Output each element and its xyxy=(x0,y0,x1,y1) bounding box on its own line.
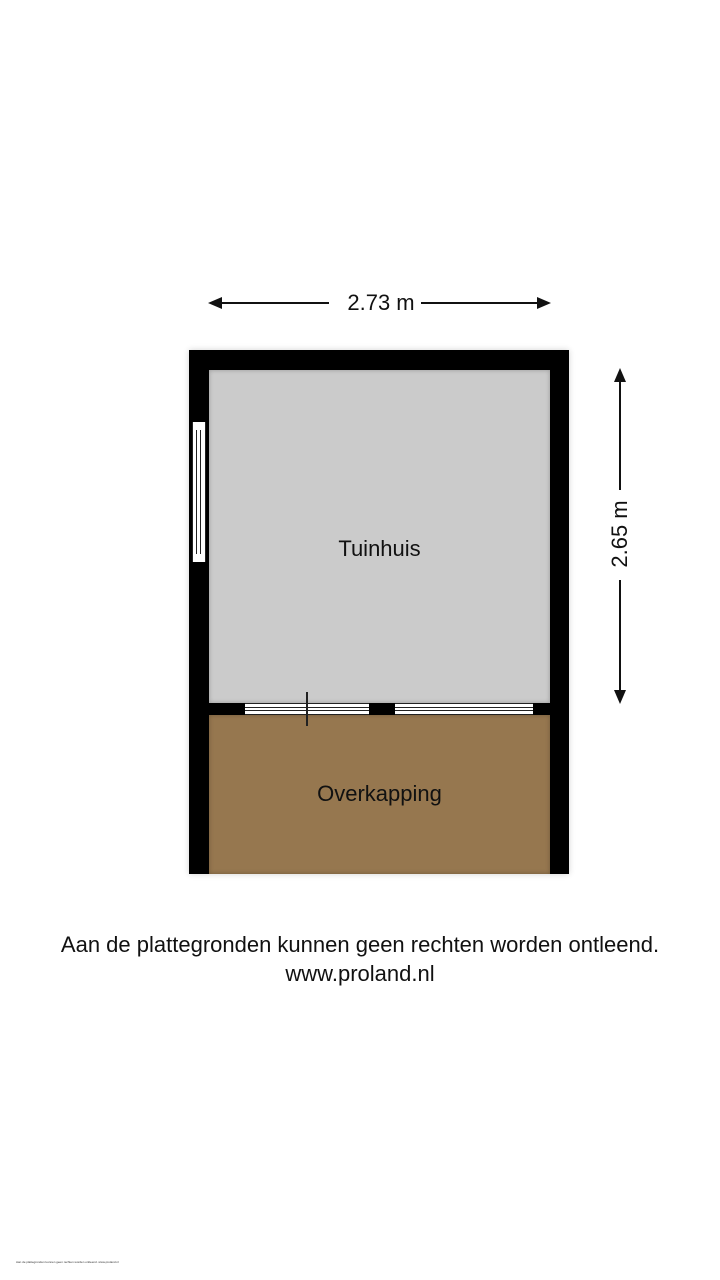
disclaimer-text: Aan de plattegronden kunnen geen rechten worden ontleend. xyxy=(60,932,660,957)
dimension-line xyxy=(216,302,329,304)
website-link[interactable]: www.proland.nl xyxy=(285,961,435,986)
dimension-line xyxy=(619,580,621,692)
dimension-line xyxy=(421,302,543,304)
width-dimension xyxy=(208,292,551,314)
room-label-tuinhuis: Tuinhuis xyxy=(338,536,421,561)
floor-plan xyxy=(189,350,569,874)
door-marker xyxy=(306,692,308,726)
room-tuinhuis xyxy=(209,370,550,703)
dimension-line xyxy=(619,380,621,490)
room-label-overkapping: Overkapping xyxy=(317,781,442,806)
room-overkapping xyxy=(209,715,550,874)
fineprint: Aan de plattegronden kunnen geen rechten worden ontleend. www.proland.nl xyxy=(16,1260,119,1264)
sliding-door-right xyxy=(395,703,533,715)
disclaimer xyxy=(0,930,720,988)
width-label: 2.73 m xyxy=(347,290,415,315)
arrow-down-icon xyxy=(614,690,626,704)
window-left xyxy=(192,422,206,562)
arrow-right-icon xyxy=(537,297,551,309)
height-label: 2.65 m xyxy=(607,500,632,568)
wall-top xyxy=(189,350,569,370)
wall-right xyxy=(550,350,569,874)
height-dimension xyxy=(608,368,632,704)
